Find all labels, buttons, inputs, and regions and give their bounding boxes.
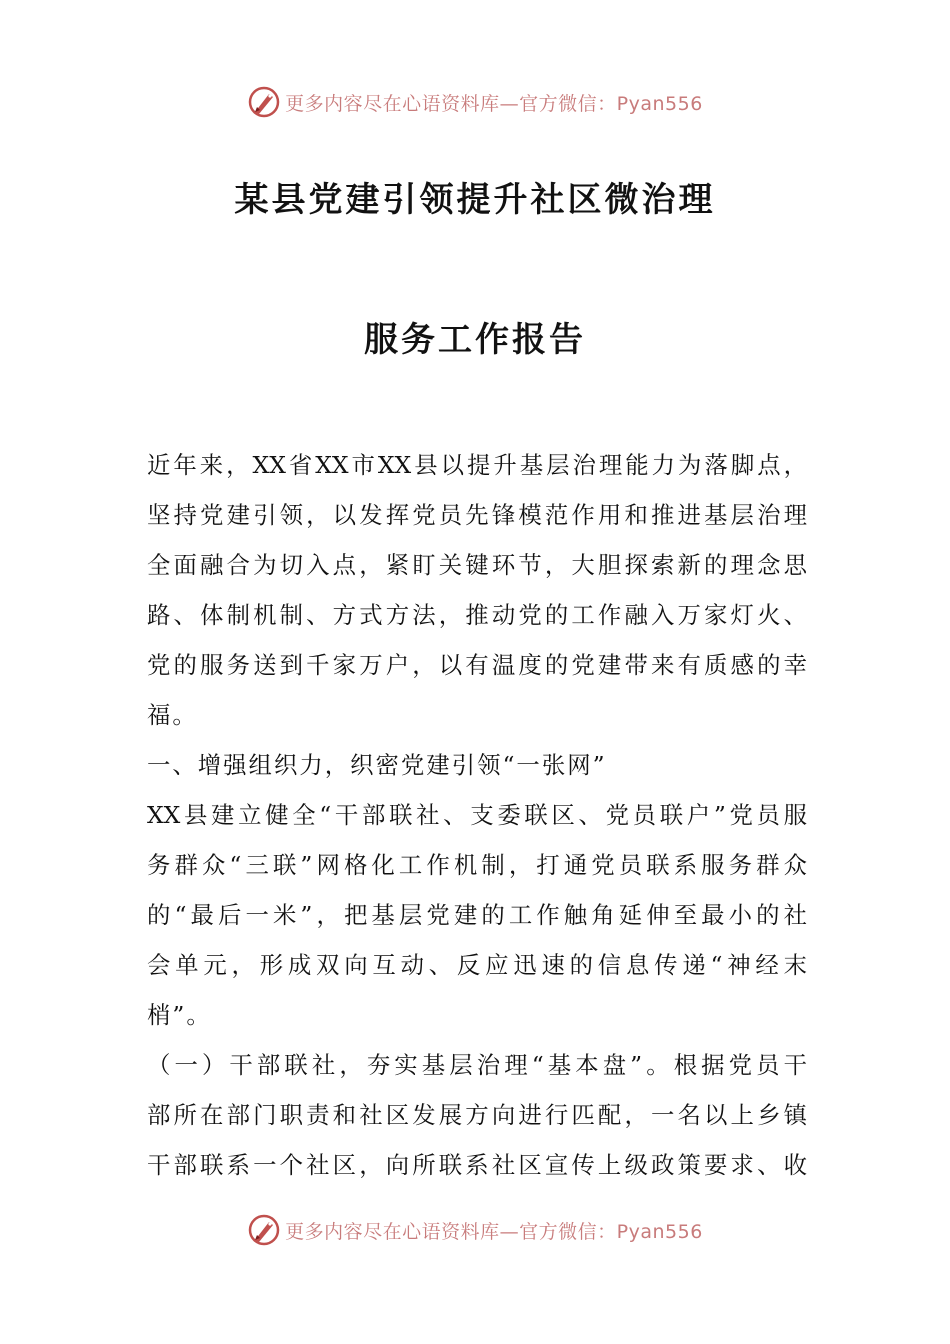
pen-nib-icon [247, 1213, 281, 1247]
document-title-line-2: 服务工作报告 [364, 320, 586, 360]
header-watermark-banner [0, 82, 950, 122]
body-line: 福。 [147, 701, 198, 729]
body-line: 会单元，形成双向互动、反应迅速的信息传递“神经末 [147, 951, 807, 979]
watermark-text: 更多内容尽在心语资料库—官方微信：Pyan556 [285, 92, 703, 115]
section-heading: 一、增强组织力，织密党建引领“一张网” [147, 751, 607, 779]
body-line: 梢”。 [147, 1001, 212, 1029]
watermark-text: 更多内容尽在心语资料库—官方微信：Pyan556 [285, 1220, 703, 1243]
body-line: 近年来，XX省XX市XX县以提升基层治理能力为落脚点， [147, 451, 807, 479]
body-line: 党的服务送到千家万户，以有温度的党建带来有质感的幸 [147, 651, 807, 679]
footer-watermark-banner [0, 1210, 950, 1250]
document-body [147, 440, 807, 1190]
document-title-line-1: 某县党建引领提升社区微治理 [234, 180, 716, 220]
body-line: 干部联系一个社区，向所联系社区宣传上级政策要求、收 [147, 1151, 807, 1179]
body-line: XX县建立健全“干部联社、支委联区、党员联户”党员服 [147, 801, 807, 829]
body-line: 全面融合为切入点，紧盯关键环节，大胆探索新的理念思 [147, 551, 807, 579]
body-line: 坚持党建引领，以发挥党员先锋模范作用和推进基层治理 [147, 501, 807, 529]
body-line: 路、体制机制、方式方法，推动党的工作融入万家灯火、 [147, 601, 807, 629]
body-line: 务群众“三联”网格化工作机制，打通党员联系服务群众 [147, 851, 807, 879]
body-line: 的“最后一米”，把基层党建的工作触角延伸至最小的社 [147, 901, 807, 929]
body-line: （一）干部联社，夯实基层治理“基本盘”。根据党员干 [147, 1051, 807, 1079]
body-line: 部所在部门职责和社区发展方向进行匹配，一名以上乡镇 [147, 1101, 807, 1129]
pen-nib-icon [247, 85, 281, 119]
